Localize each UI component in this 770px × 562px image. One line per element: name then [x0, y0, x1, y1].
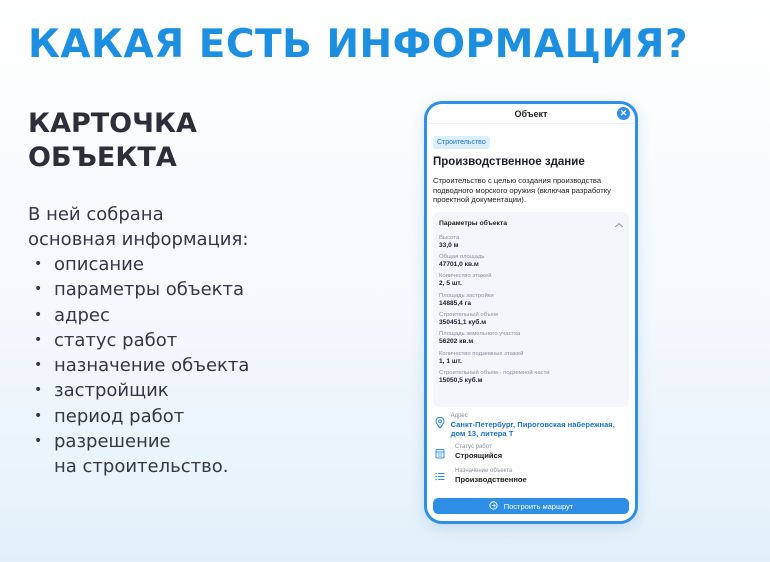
- param-label: Строительный объем - подземной части: [439, 369, 550, 376]
- status-value: Строящийся: [455, 450, 503, 460]
- list-item-text: статус работ: [54, 329, 178, 351]
- intro-line: В ней собрана: [28, 204, 164, 225]
- param-value: 33,0 м: [439, 241, 459, 249]
- address-label: Адрес: [450, 412, 468, 419]
- param-label: Общая площадь: [439, 254, 485, 261]
- route-icon: [489, 501, 498, 512]
- feature-list: [34, 252, 249, 479]
- section-title-line: ОБЪЕКТА: [28, 142, 177, 173]
- build-route-button[interactable]: [433, 498, 629, 514]
- param-item: [439, 254, 623, 269]
- close-icon[interactable]: ✕: [617, 107, 630, 120]
- status-label: Статус работ: [455, 443, 492, 450]
- list-item: [34, 429, 249, 454]
- bullet-marker: •: [34, 306, 43, 323]
- section-title: [28, 107, 197, 175]
- address-value[interactable]: Санкт-Петербург, Пироговская набережная, дом 13, литера Т: [450, 419, 615, 438]
- param-label: Высота: [439, 234, 460, 241]
- list-item: [34, 252, 249, 277]
- list-item: [34, 378, 249, 403]
- object-card-header: [427, 104, 635, 124]
- list-item-text: параметры объекта: [54, 279, 245, 301]
- list-item-text: адрес: [54, 304, 110, 326]
- param-value: 14885,4 га: [439, 299, 472, 307]
- bullet-marker: •: [34, 357, 43, 374]
- bullet-marker: •: [34, 382, 43, 399]
- param-value: 2, 5 шт.: [439, 280, 462, 288]
- param-item: [439, 235, 623, 250]
- param-value: 15050,5 куб.м: [439, 376, 483, 384]
- bullet-marker: •: [34, 331, 43, 348]
- purpose-value: Производственное: [455, 474, 527, 484]
- params-panel: [433, 212, 629, 407]
- params-header: Параметры объекта: [439, 219, 507, 227]
- list-item: [34, 328, 249, 353]
- param-label: Количество подземных этажей: [439, 350, 524, 357]
- build-route-label: Построить маршрут: [503, 501, 574, 511]
- intro-line: основная информация:: [28, 229, 249, 250]
- param-label: Площадь застройки: [439, 292, 494, 299]
- param-item: [439, 312, 623, 327]
- calendar-icon: [433, 444, 455, 462]
- bullet-marker: •: [34, 433, 43, 450]
- list-item-text: разрешение: [54, 431, 171, 453]
- object-title: Производственное здание: [433, 156, 585, 168]
- param-label: Строительный объем: [439, 311, 498, 318]
- location-pin-icon: [433, 413, 451, 432]
- list-item: [34, 353, 249, 378]
- param-label: Количество этажей: [439, 273, 492, 280]
- object-card-title: Объект: [514, 108, 548, 119]
- list-item-continuation: на строительство.: [54, 456, 229, 478]
- param-value: 47701,0 кв.м: [439, 261, 479, 269]
- list-item-text: период работ: [54, 405, 185, 427]
- purpose-label: Назначение объекта: [455, 467, 513, 474]
- list-item: [34, 303, 249, 328]
- main-title: КАКАЯ ЕСТЬ ИНФОРМАЦИЯ?: [28, 22, 689, 67]
- bullet-marker: •: [34, 281, 43, 298]
- param-value: 56202 кв.м: [439, 338, 474, 346]
- status-row: [433, 444, 629, 462]
- param-item: [439, 370, 623, 385]
- param-label: Площадь земельного участка: [439, 331, 521, 338]
- bullet-marker: •: [34, 256, 43, 272]
- param-value: 1, 1 шт.: [439, 357, 462, 365]
- list-item: [34, 277, 249, 302]
- params-toggle[interactable]: [439, 218, 623, 229]
- object-description: Строительство с целью создания производства подводного морского оружия (включая разработку проектной документации).: [433, 176, 611, 205]
- list-icon: [433, 468, 455, 484]
- address-row[interactable]: [433, 413, 629, 438]
- list-item-text: застройщик: [54, 380, 169, 402]
- param-item: [439, 293, 623, 308]
- param-value: 350451,1 куб.м: [439, 318, 487, 326]
- list-item: [34, 404, 249, 429]
- param-item: [439, 331, 623, 346]
- list-item-text: назначение объекта: [54, 355, 250, 377]
- list-item-text: описание: [54, 254, 144, 275]
- param-item: [439, 273, 623, 288]
- category-tag[interactable]: Строительство: [433, 136, 490, 149]
- object-card-body: [427, 124, 635, 484]
- phone-mockup: [424, 101, 638, 524]
- param-item: [439, 351, 623, 366]
- section-title-line: КАРТОЧКА: [28, 108, 197, 139]
- chevron-up-icon: ︿: [615, 218, 623, 228]
- intro-text: [28, 202, 248, 252]
- purpose-row: [433, 468, 629, 484]
- bullet-marker: •: [34, 407, 43, 424]
